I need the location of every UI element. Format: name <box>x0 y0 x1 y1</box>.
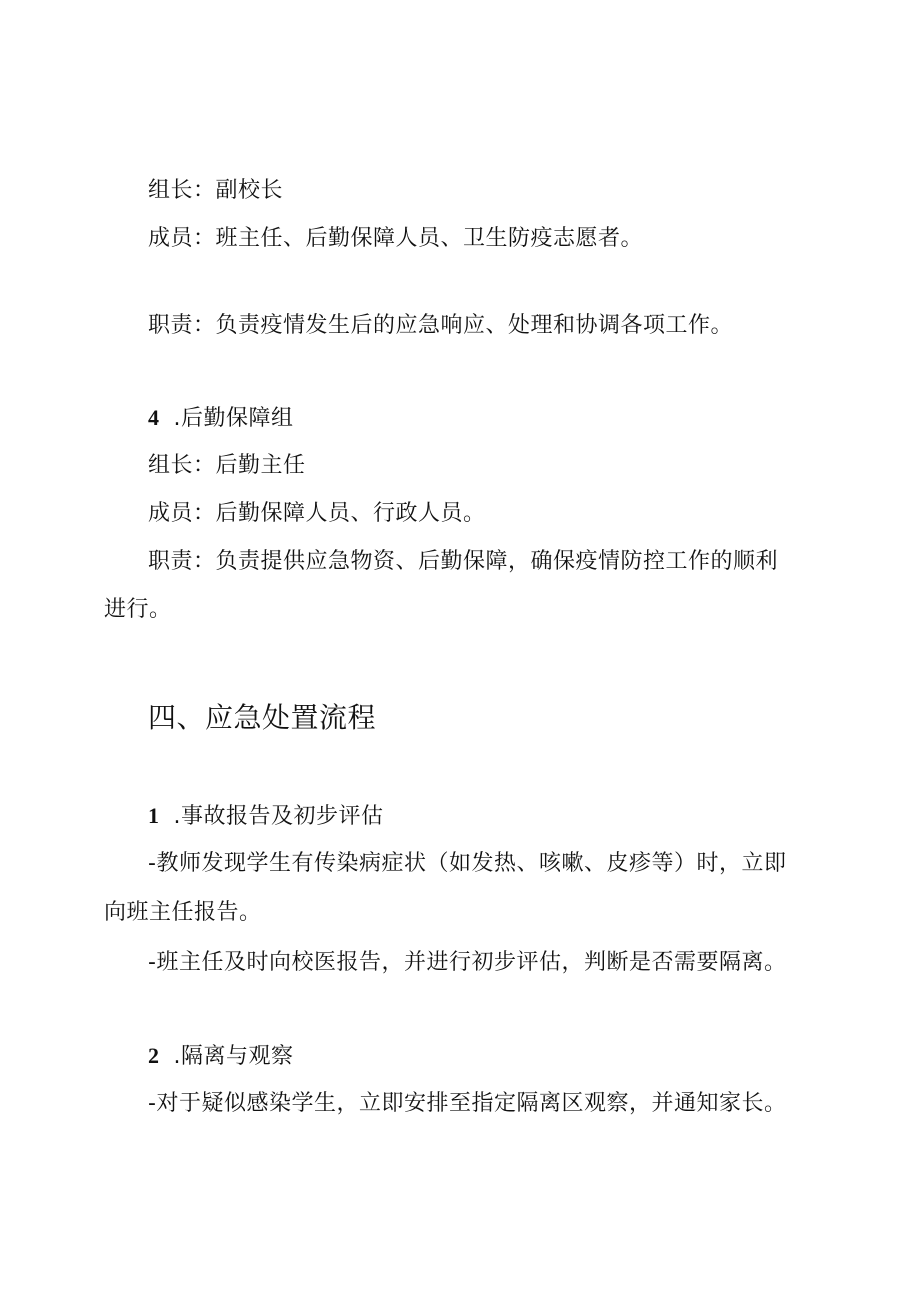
section-title: .事故报告及初步评估 <box>173 804 384 829</box>
report-item-1-continuation: 向班主任报告。 <box>104 900 262 925</box>
section-number: 4 <box>148 405 160 430</box>
logistics-duties-line: 职责：负责提供应急物资、后勤保障，确保疫情防控工作的顺利 <box>148 549 779 574</box>
report-item-2: -班主任及时向校医报告，并进行初步评估，判断是否需要隔离。 <box>148 950 787 975</box>
report-item-1: -教师发现学生有传染病症状（如发热、咳嗽、皮疹等）时，立即 <box>148 851 787 876</box>
logistics-members-line: 成员：后勤保障人员、行政人员。 <box>148 501 486 526</box>
isolation-item-1: -对于疑似感染学生，立即安排至指定隔离区观察，并通知家长。 <box>148 1091 787 1116</box>
section-number: 1 <box>148 803 160 828</box>
section-number: 2 <box>148 1043 160 1068</box>
section-heading-isolation <box>148 1041 868 1072</box>
section-heading-logistics <box>148 403 868 434</box>
section-title: .后勤保障组 <box>173 406 294 431</box>
chapter-heading: 四、应急处置流程 <box>148 701 377 734</box>
logistics-duties-continuation: 进行。 <box>104 597 172 622</box>
group-duties-line: 职责：负责疫情发生后的应急响应、处理和协调各项工作。 <box>148 313 734 338</box>
section-title: .隔离与观察 <box>173 1044 294 1069</box>
group-leader-line: 组长：副校长 <box>148 178 284 203</box>
section-heading-report <box>148 801 868 832</box>
group-members-line: 成员：班主任、后勤保障人员、卫生防疫志愿者。 <box>148 226 644 251</box>
logistics-leader-line: 组长：后勤主任 <box>148 453 306 478</box>
